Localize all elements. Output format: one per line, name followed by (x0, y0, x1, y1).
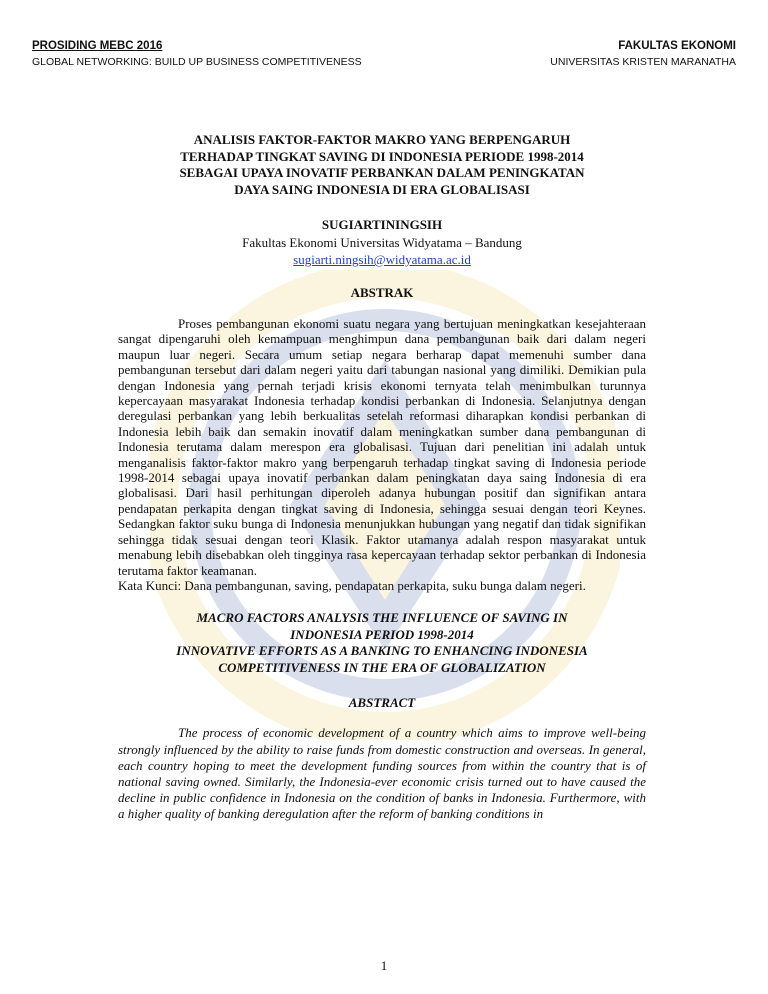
title-line: SEBAGAI UPAYA INOVATIF PERBANKAN DALAM PENINGKATAN (179, 165, 585, 180)
author-email-link[interactable]: sugiarti.ningsih@widyatama.ac.id (293, 252, 471, 267)
abstrak-heading: ABSTRAK (350, 285, 414, 300)
english-title-line: MACRO FACTORS ANALYSIS THE INFLUENCE OF SAVING IN (196, 610, 568, 626)
proceedings-title: PROSIDING MEBC 2016 (32, 40, 163, 52)
english-title-line: INNOVATIVE EFFORTS AS A BANKING TO ENHANCING INDONESIA (176, 643, 588, 659)
author-name: SUGIARTININGSIH (321, 217, 443, 232)
paper-title (118, 132, 646, 198)
english-title-line: INDONESIA PERIOD 1998-2014 (290, 626, 474, 642)
faculty-name: FAKULTAS EKONOMI (618, 40, 736, 52)
abstrak-body: Proses pembangunan ekonomi suatu negara yang bertujuan meningkatkan kesejahteraan sangat dipengaruhi oleh kemampuan menghimpun dana pembangunan baik dari dalam negeri maupun luar negeri. Secara umum setiap negara berharap dapat memenuhi sumber dana pembangunan tersebut dari dalam negeri yaitu dari tabungan nasional yang dimiliki. Demikian pula dengan Indonesia yang pernah terjadi krisis ekonomi ternyata telah menimbulkan turunnya kepercayaan masyarakat Indonesia terhadap kondisi perbankan di Indonesia. Selanjutnya dengan deregulasi perbankan yang lebih berkualitas setelah reformasi diharapkan kondisi perbankan di Indonesia lebih baik dan semakin inovatif dalam meningkatkan sumber dana pembangunan di Indonesia terutama dalam merespon era globalisasi. Tujuan dari penelitian ini adalah untuk menganalisis faktor-faktor makro yang berpengaruh terhadap tingkat saving di Indonesia periode 1998-2014 sebagai upaya inovatif perbankan dalam peningkatan daya saing Indonesia di era globalisasi. Dari hasil perhitungan diperoleh adanya hubungan positif dan signifikan antara pendapatan perkapita dengan tingkat saving di Indonesia, sehingga sesuai dengan teori Keynes. Sedangkan faktor suku bunga di Indonesia menunjukkan hubungan yang negatif dan tidak signifikan sehingga tidak sesuai dengan teori Klasik. Faktor utamanya adalah respon masyarakat untuk menabung lebih disebabkan oleh tingginya rasa kepercayaan terhadap sektor perbankan di Indonesia terutama faktor keamanan. (118, 316, 646, 578)
abstract-heading: ABSTRACT (348, 695, 416, 711)
abstrak-keywords: Kata Kunci: Dana pembangunan, saving, pendapatan perkapita, suku bunga dalam negeri. (118, 577, 586, 593)
paper-content (118, 132, 646, 836)
abstract-body: The process of economic development of a country which aims to improve well-being strongly influenced by the ability to raise funds from domestic construction and overseas. In general, each country hoping to meet the development funding sources from within the country that is of national saving owned. Similarly, the Indonesia-ever economic crisis turned out to have caused the decline in public confidence in Indonesia on the condition of banks in Indonesia. Furthermore, with a higher quality of banking deregulation after the reform of banking conditions in (118, 725, 646, 822)
proceedings-theme: GLOBAL NETWORKING: BUILD UP BUSINESS COMPETITIVENESS (32, 56, 362, 68)
header-right (550, 40, 736, 68)
header-left (32, 40, 362, 68)
english-title (118, 610, 646, 676)
title-line: DAYA SAING INDONESIA DI ERA GLOBALISASI (234, 181, 530, 197)
abstrak-section (118, 316, 646, 593)
university-name: UNIVERSITAS KRISTEN MARANATHA (550, 56, 736, 68)
english-title-line: COMPETITIVENESS IN THE ERA OF GLOBALIZATION (218, 659, 546, 675)
title-line: ANALISIS FAKTOR-FAKTOR MAKRO YANG BERPENGARUH (193, 132, 571, 147)
author-affiliation: Fakultas Ekonomi Universitas Widyatama – Bandung (242, 235, 522, 250)
title-line: TERHADAP TINGKAT SAVING DI INDONESIA PERIODE 1998-2014 (180, 148, 584, 164)
page-number: 1 (380, 958, 388, 973)
